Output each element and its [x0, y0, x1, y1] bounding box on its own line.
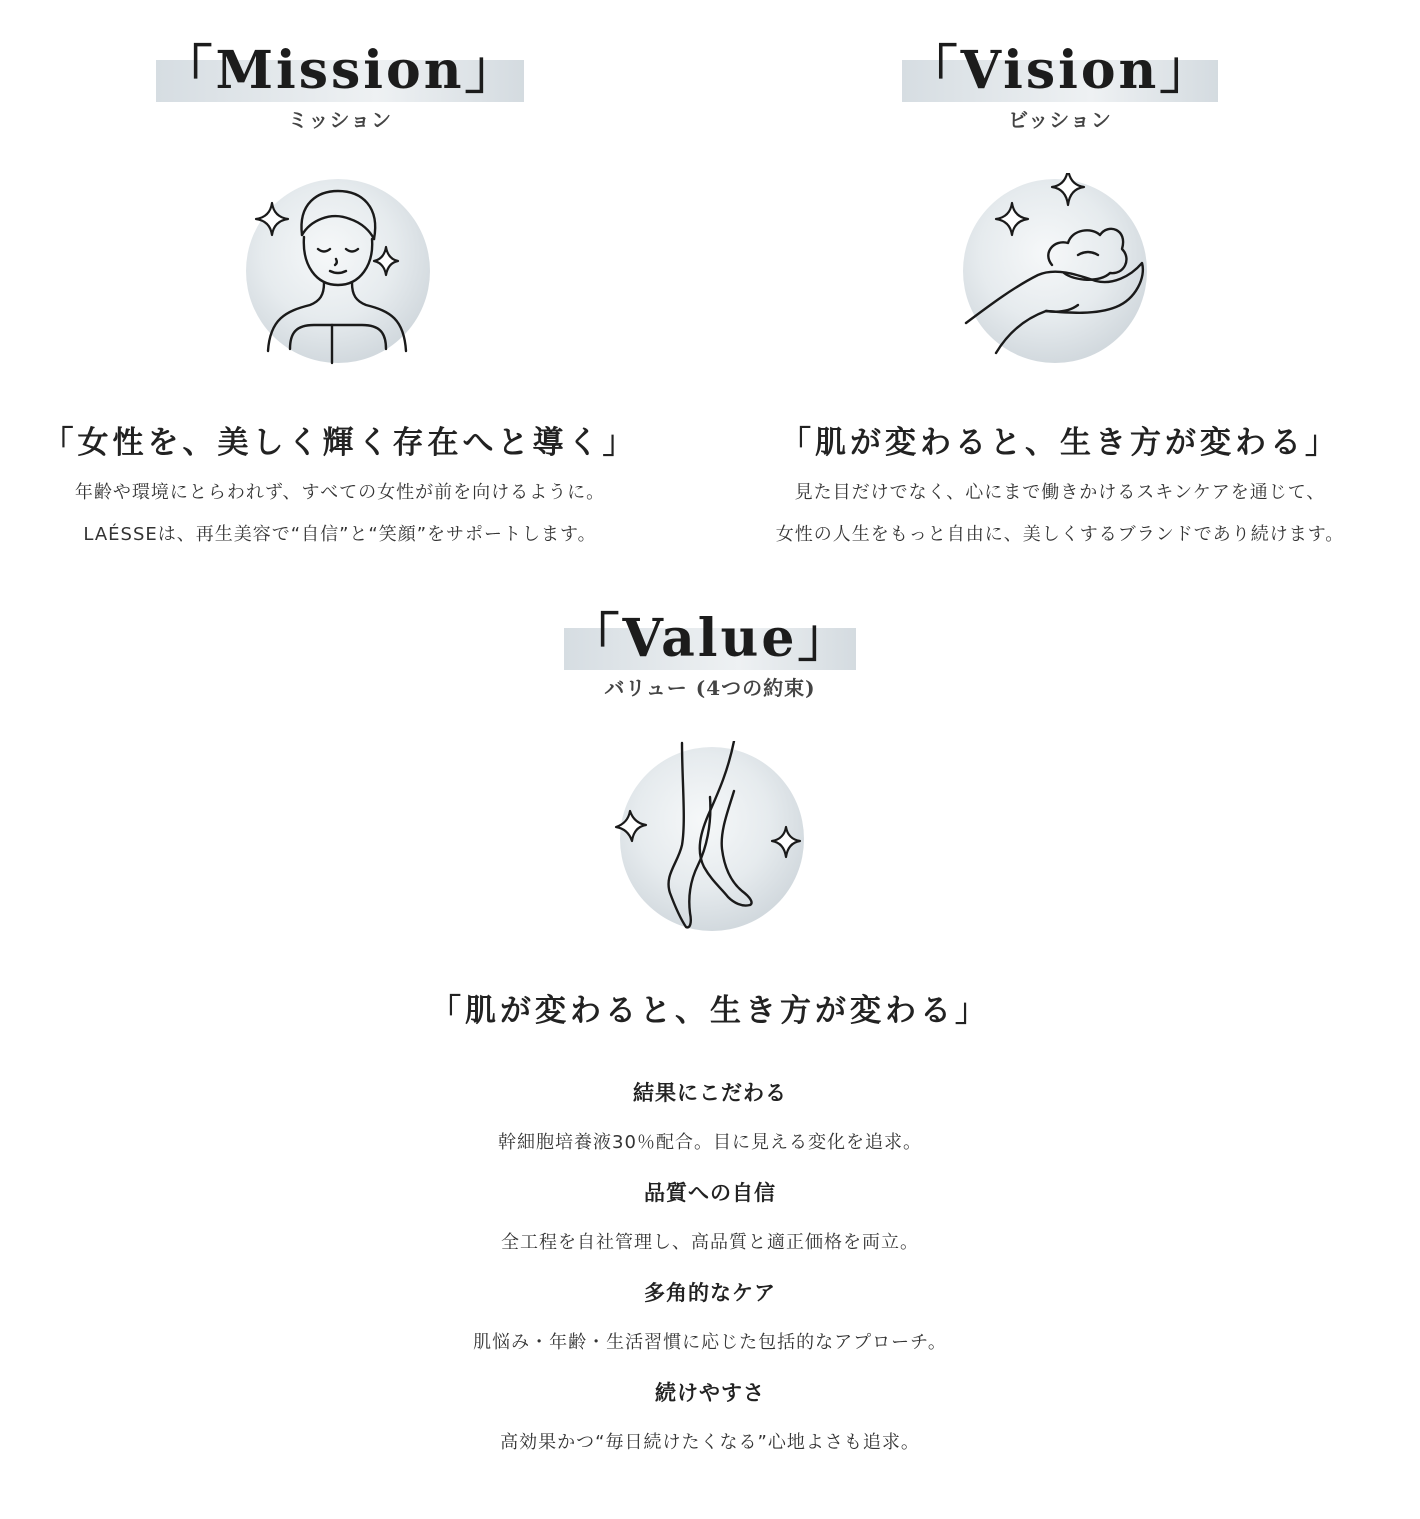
- mission-heading: 「Mission」: [156, 40, 523, 102]
- mission-body-line-2: LAÉSSEは、再生美容で“自信”と“笑顔”をサポートします。: [83, 524, 597, 545]
- woman-towel-icon: [240, 173, 440, 373]
- value-item: [310, 1068, 1110, 1168]
- value-item-title: 続けやすさ: [655, 1380, 765, 1405]
- vision-section: [740, 40, 1380, 556]
- value-item: [310, 1268, 1110, 1368]
- value-item-title: 多角的なケア: [644, 1280, 776, 1305]
- value-item-description: 肌悩み・年齢・生活習慣に応じた包括的なアプローチ。: [473, 1332, 947, 1353]
- mission-subheading: ミッション: [287, 108, 393, 132]
- mission-section: [0, 40, 680, 556]
- vision-body: [740, 472, 1380, 556]
- value-item-title: 結果にこだわる: [633, 1080, 787, 1105]
- value-tagline: 「肌が変わると、生き方が変わる」: [430, 993, 990, 1029]
- legs-sparkle-icon: [610, 741, 810, 941]
- hand-foam-icon: [960, 173, 1160, 373]
- vision-body-line-2: 女性の人生をもっと自由に、美しくするブランドであり続けます。: [775, 524, 1345, 545]
- value-heading: 「Value」: [564, 608, 857, 670]
- value-section: [310, 608, 1110, 1468]
- value-item-description: 全工程を自社管理し、高品質と適正価格を両立。: [501, 1232, 919, 1253]
- value-list: [310, 1068, 1110, 1468]
- vision-subheading: ビッション: [1008, 108, 1112, 132]
- value-item-title: 品質への自信: [644, 1180, 776, 1205]
- value-item: [310, 1168, 1110, 1268]
- vision-body-line-1: 見た目だけでなく、心にまで働きかけるスキンケアを通じて、: [794, 482, 1326, 503]
- mission-tagline: 「女性を、美しく輝く存在へと導く」: [42, 425, 638, 461]
- vision-heading: 「Vision」: [902, 40, 1219, 102]
- value-item-description: 幹細胞培養液30％配合。目に見える変化を追求。: [498, 1132, 922, 1153]
- value-item-description: 高効果かつ“毎日続けたくなる”心地よさも追求。: [500, 1432, 920, 1453]
- mission-body-line-1: 年齢や環境にとらわれず、すべての女性が前を向けるように。: [74, 482, 606, 503]
- mission-body: [0, 472, 680, 556]
- value-subheading: バリュー (4つの約束): [604, 676, 816, 700]
- value-item: [310, 1368, 1110, 1468]
- vision-tagline: 「肌が変わると、生き方が変わる」: [780, 425, 1340, 461]
